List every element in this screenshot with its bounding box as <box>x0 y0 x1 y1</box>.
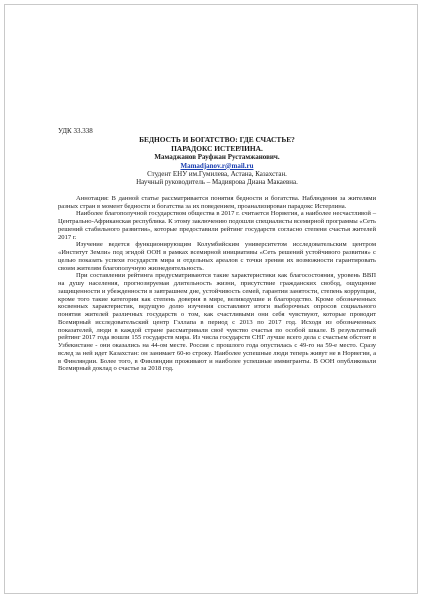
document-page <box>58 127 376 373</box>
author-email-link[interactable]: Mamadjanov.r@mail.ru <box>180 161 254 170</box>
body-paragraph-3: При составлении рейтинга предусматриваются такие характеристики как благосостояния, уровень ВВП на душу населения, прогнозируемая длительность жизни, присутствие гражданских свобод, ощущение защищенности и убежденности в завтрашнем дне, устойчивость семей, гарантии занятости, степень коррупции, кроме того такие категории как степень доверия в мире, великодушие и благородство. Кроме обозначенных косвенных характеристик, ведущую долю изучения составляют итоги выборочных опросов социального понятия жителей различных государств о том, как счастливыми они себя чувствуют, которые проводит Всемирный исследовательский центр Гэллапа в период с 2013 по 2017 год. Исходя из обозначенных показателей, люди в каждой стране рассматривали своё чувство счастья по особой шкале. В результатный рейтинг 2017 года вошли 155 государств мира. Из числа государств СНГ лучше всего дела с счастьем обстоят в Узбекистане - они оказались на 44-ом месте. Россия с прошлого года опустилась с 49-го на 59-е место. Сразу вслед за ней идет Казахстан: он занимает 60-ю строку. Наиболее успешные люди теперь живут не в Норвегии, а в Финляндии. Более того, в Финляндии проживают и наиболее успешные иммигранты. В ООН опубликовали Всемирный доклад о счастье за 2018 год. <box>58 272 376 373</box>
udk-code: УДК 33.338 <box>58 127 93 135</box>
title-line-2: ПАРАДОКС ИСТЕРЛИНА. <box>171 143 263 153</box>
scientific-supervisor: Научный руководитель – Мадиярова Диана Макаевна. <box>136 178 298 187</box>
title-line-1: БЕДНОСТЬ И БОГАТСТВО: ГДЕ СЧАСТЬЕ? <box>139 135 295 144</box>
author-affiliation: Студент ЕНУ им.Гумилева, Астана, Казахстан. <box>147 170 287 178</box>
abstract-paragraph: Аннотация: В данной статье рассматривается понятия бедности и богатства. Наблюдения за жителями разных стран в момент бедности и богатства за их поведением, проанализирован парадокс Истерлина. <box>58 194 376 210</box>
body-paragraph-1: Наиболее благополучной государством общества в 2017 г. считается Норвегия, а наиболее несчастливой – Центрально-Африканская республика. К этому заключению подошли специалисты всемирной программы «Сеть решений стабильного развития», которые предоставили рейтинг государств согласно степени счастья жителей 2017 г. <box>58 210 376 241</box>
body-paragraph-2: Изучение ведется функционирующим Колумбийским университетом исследовательским центром «Институт Земли» под эгидой ООН в рамках всемирной инициативы «Сеть решений устойчивого развития» с целью показать успехи государств мира и отдельных ареалов с точки зрения их возможности гарантировать своим жителям благополучную жизнедеятельность. <box>58 241 376 272</box>
author-name: Мамаджанов Рауфжан Рустамжанович. <box>154 153 280 162</box>
